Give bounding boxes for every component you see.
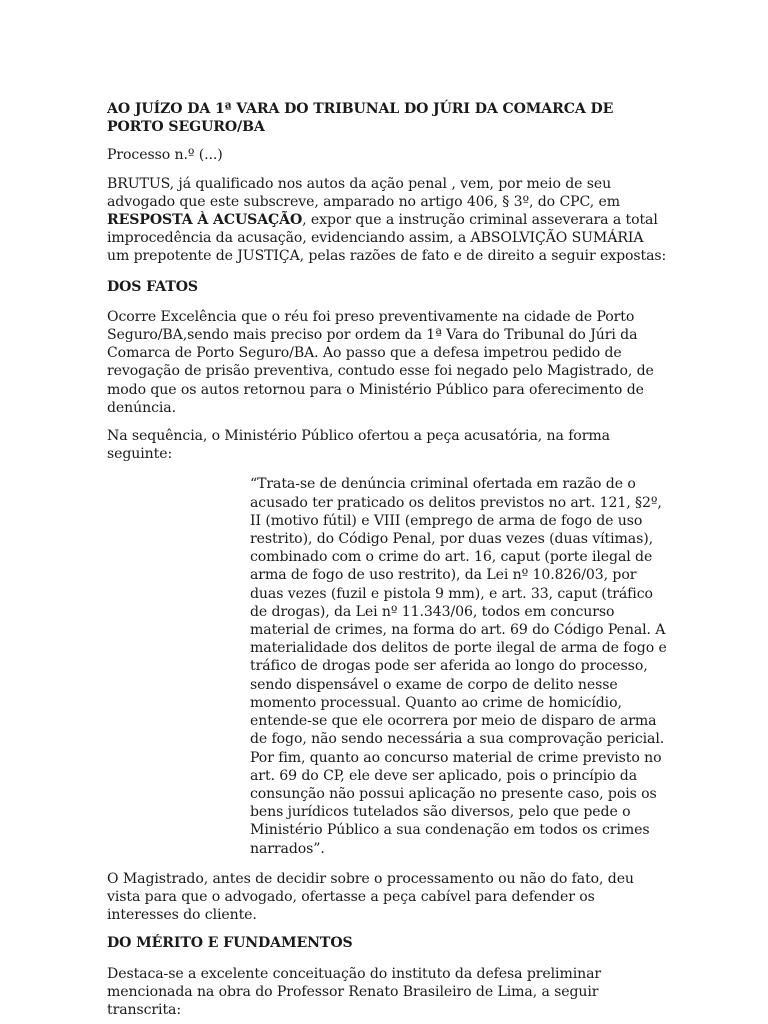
addressee-heading: AO JUÍZO DA 1ª VARA DO TRIBUNAL DO JÚRI DA COMARCA DE PORTO SEGURO/BA [107,101,614,136]
intro-bold-text: RESPOSTA À ACUSAÇÃO [107,212,303,229]
facts-paragraph-2: Na sequência, o Ministério Público ofertou a peça acusatória, na forma seguinte: [107,428,610,463]
intro-paragraph [107,175,667,266]
merits-heading: DO MÉRITO E FUNDAMENTOS [107,935,353,952]
facts-heading: DOS FATOS [107,278,198,295]
process-number: Processo n.º (...) [107,147,223,164]
merits-paragraph-1: Destaca-se a excelente conceituação do instituto da defesa preliminar mencionada na obra do Professor Renato Brasileiro de Lima, a seguir transcrita: [107,965,602,1018]
intro-text-a: BRUTUS, já qualificado nos autos da ação penal , vem, por meio de seu advogado que este subscreve, amparado no artigo 406, § 3º, do CPC, em [107,175,620,210]
intro-text-b: , expor que a instrução criminal asseverara a total improcedência da acusação, evidenciando assim, a ABSOLVIÇÃO SUMÁRIA um prepotente de JUSTIÇA, pelas razões de fato e de direito a seguir expostas: [107,212,667,265]
facts-paragraph-1: Ocorre Excelência que o réu foi preso preventivamente na cidade de Porto Seguro/BA,sendo mais preciso por ordem da 1ª Vara do Tribunal do Júri da Comarca de Porto Seguro/BA. Ao passo que a defesa impetrou pedido de revogação de prisão preventiva, contudo esse foi negado pelo Magistrado, de modo que os autos retornou para o Ministério Público para oferecimento de denúncia. [107,308,654,416]
facts-paragraph-3: O Magistrado, antes de decidir sobre o processamento ou não do fato, deu vista para que o advogado, ofertasse a peça cabível para defender os interesses do cliente. [107,870,634,924]
indictment-quote: “Trata-se de denúncia criminal ofertada em razão de o acusado ter praticado os delitos previstos no art. 121, §2º, II (motivo fútil) e VIII (emprego de arma de fogo de uso restrito), do Código Penal, por duas vezes (duas vítimas), combinado com o crime do art. 16, caput (porte ilegal de arma de fogo de uso restrito), da Lei nº 10.826/03, por duas vezes (fuzil e pistola 9 mm), e art. 33, caput (tráfico de drogas), da Lei nº 11.343/06, todos em concurso material de crimes, na forma do art. 69 do Código Penal. A materialidade dos delitos de porte ilegal de arma de fogo e tráfico de drogas pode ser aferida ao longo do processo, sendo dispensável o exame de corpo de delito nesse momento processual. Quanto ao crime de homicídio, entende-se que ele ocorrera por meio de disparo de arma de fogo, não sendo necessária a sua comprovação pericial. Por fim, quanto ao concurso material de crime previsto no art. 69 do CP, ele deve ser aplicado, pois o princípio da consunção não possui aplicação no presente caso, pois os bens jurídicos tutelados são diversos, pelo que pede o Ministério Público a sua condenação em todos os crimes narrados”. [250,476,667,857]
document-body [107,100,667,1019]
